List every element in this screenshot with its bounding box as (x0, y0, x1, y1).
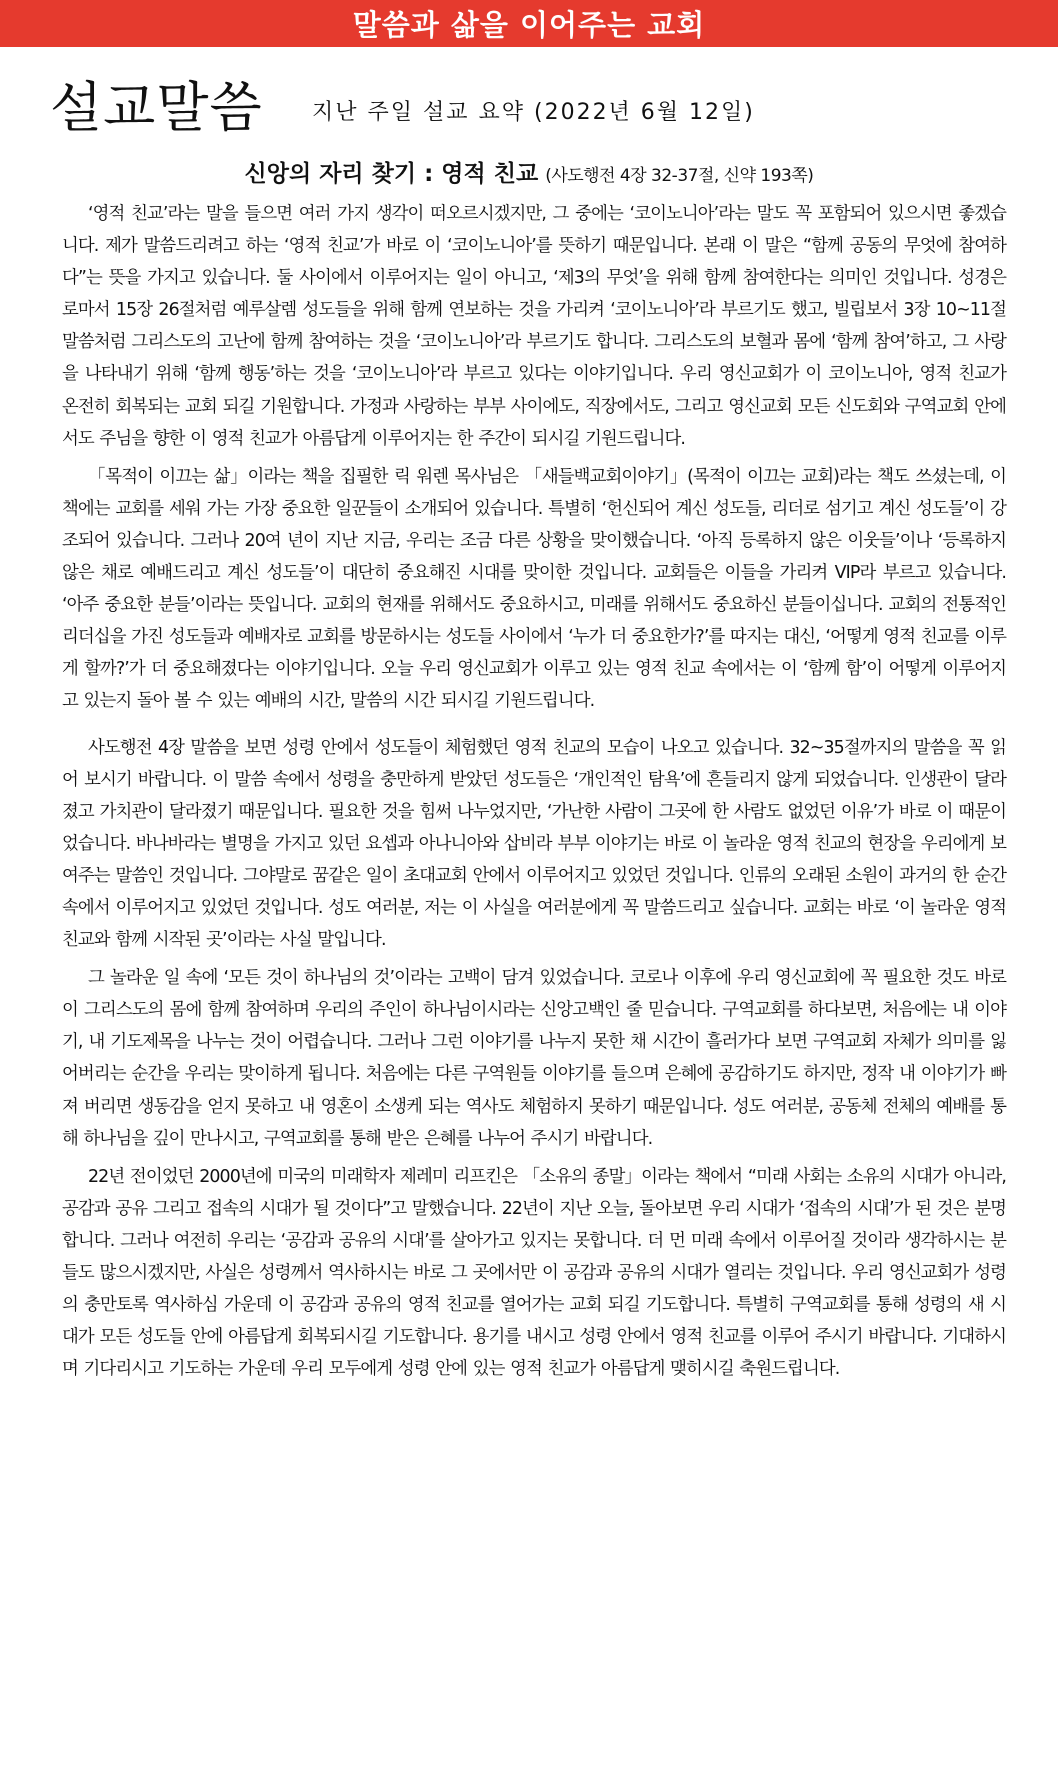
header-banner (0, 0, 1058, 47)
title-row (50, 76, 1010, 148)
sermon-body (62, 198, 1006, 1391)
paragraph-2: 「목적이 이끄는 삶」이라는 책을 집필한 릭 워렌 목사님은 「새들백교회이야기」(목적이 이끄는 교회)라는 책도 쓰셨는데, 이 책에는 교회를 세워 가는 가장 중요한 일꾼들이 소개되어 있습니다. 특별히 ‘헌신되어 계신 성도들, 리더로 섬기고 계신 성도들’이 강조되어 있습니다. 그러나 20여 년이 지난 지금, 우리는 조금 다른 상황을 맞이했습니다. ‘아직 등록하지 않은 이웃들’이나 ‘등록하지 않은 채로 예배드리고 계신 성도들’이 대단히 중요해진 시대를 맞이한 것입니다. 교회들은 이들을 가리켜 VIP라 부르고 있습니다. ‘아주 중요한 분들’이라는 뜻입니다. 교회의 현재를 위해서도 중요하시고, 미래를 위해서도 중요하신 분들이십니다. 교회의 전통적인 리더십을 가진 성도들과 예배자로 교회를 방문하시는 성도들 사이에서 ‘누가 더 중요한가?’를 따지는 대신, ‘어떻게 영적 친교를 이루게 할까?’가 더 중요해졌다는 이야기입니다. 오늘 우리 영신교회가 이루고 있는 영적 친교 속에서는 이 ‘함께 함’이 어떻게 이루어지고 있는지 돌아 볼 수 있는 예배의 시간, 말씀의 시간 되시길 기원드립니다. (62, 466, 1006, 712)
page-title: 설교말씀 (50, 76, 263, 139)
paragraph-4: 그 놀라운 일 속에 ‘모든 것이 하나님의 것’이라는 고백이 담겨 있었습니다. 코로나 이후에 우리 영신교회에 꼭 필요한 것도 바로 이 그리스도의 몸에 함께 참여하며 우리의 주인이 하나님이시라는 신앙고백인 줄 믿습니다. 구역교회를 하다보면, 처음에는 내 이야기, 내 기도제목을 나누는 것이 어렵습니다. 그러나 그런 이야기를 나누지 못한 채 시간이 흘러가다 보면 구역교회 자체가 의미를 잃어버리는 순간을 우리는 맞이하게 됩니다. 처음에는 다른 구역원들 이야기를 들으며 은혜에 공감하기도 하지만, 정작 내 이야기가 빠져 버리면 생동감을 얻지 못하고 내 영혼이 소생케 되는 역사도 체험하지 못하기 때문입니다. 성도 여러분, 공동체 전체의 예배를 통해 하나님을 깊이 만나시고, 구역교회를 통해 받은 은혜를 나누어 주시기 바랍니다. (62, 968, 1006, 1149)
sermon-reference: (사도행전 4장 32-37절, 신약 193쪽) (545, 166, 814, 186)
paragraph-1: ‘영적 친교’라는 말을 들으면 여러 가지 생각이 떠오르시겠지만, 그 중에는 ‘코이노니아’라는 말도 꼭 포함되어 있으시면 좋겠습니다. 제가 말씀드리려고 하는 ‘영적 친교’가 바로 이 ‘코이노니아’를 뜻하기 때문입니다. 본래 이 말은 “함께 공동의 무엇에 참여하다”는 뜻을 가지고 있습니다. 둘 사이에서 이루어지는 일이 아니고, ‘제3의 무엇’을 위해 함께 참여한다는 의미인 것입니다. 성경은 로마서 15장 26절처럼 예루살렘 성도들을 위해 함께 연보하는 것을 가리켜 ‘코이노니아’라 부르기도 했고, 빌립보서 3장 10~11절 말씀처럼 그리스도의 고난에 함께 참여하는 것을 ‘코이노니아’라 부르기도 합니다. 그리스도의 보혈과 몸에 ‘함께 참여’하고, 그 사랑을 나타내기 위해 ‘함께 행동’하는 것을 ‘코이노니아’라 부르고 있다는 이야기입니다. 우리 영신교회가 이 코이노니아, 영적 친교가 온전히 회복되는 교회 되길 기원합니다. 가정과 사랑하는 부부 사이에도, 직장에서도, 그리고 영신교회 모든 신도회와 구역교회 안에서도 주님을 향한 이 영적 친교가 아름답게 이루어지는 한 주간이 되시길 기원드립니다. (62, 204, 1006, 449)
sermon-heading (0, 158, 1058, 192)
banner-text: 말씀과 삶을 이어주는 교회 (352, 8, 706, 42)
paragraph-5: 22년 전이었던 2000년에 미국의 미래학자 제레미 리프킨은 「소유의 종말」이라는 책에서 “미래 사회는 소유의 시대가 아니라, 공감과 공유 그리고 접속의 시대가 될 것이다”고 말했습니다. 22년이 지난 오늘, 돌아보면 우리 시대가 ‘접속의 시대’가 된 것은 분명합니다. 그러나 여전히 우리는 ‘공감과 공유의 시대’를 살아가고 있지는 못합니다. 더 먼 미래 속에서 이루어질 것이라 생각하시는 분들도 많으시겠지만, 사실은 성령께서 역사하시는 바로 그 곳에서만 이 공감과 공유의 시대가 열리는 것입니다. 우리 영신교회가 성령의 충만토록 역사하심 가운데 이 공감과 공유의 영적 친교를 열어가는 교회 되길 기도합니다. 특별히 구역교회를 통해 성령의 새 시대가 모든 성도들 안에 아름답게 회복되시길 기도합니다. 용기를 내시고 성령 안에서 영적 친교를 이루어 주시기 바랍니다. 기대하시며 기다리시고 기도하는 가운데 우리 모두에게 성령 안에 있는 영적 친교가 아름답게 맺히시길 축원드립니다. (62, 1166, 1006, 1380)
page-subtitle: 지난 주일 설교 요약 (2022년 6월 12일) (312, 100, 755, 125)
paragraph-3: 사도행전 4장 말씀을 보면 성령 안에서 성도들이 체험했던 영적 친교의 모습이 나오고 있습니다. 32~35절까지의 말씀을 꼭 읽어 보시기 바랍니다. 이 말씀 속에서 성령을 충만하게 받았던 성도들은 ‘개인적인 탐욕’에 흔들리지 않게 되었습니다. 인생관이 달라졌고 가치관이 달라졌기 때문입니다. 필요한 것을 힘써 나누었지만, ‘가난한 사람이 그곳에 한 사람도 없었던 이유’가 바로 이 때문이었습니다. 바나바라는 별명을 가지고 있던 요셉과 아나니아와 삽비라 부부 이야기는 바로 이 놀라운 영적 친교의 현장을 우리에게 보여주는 말씀인 것입니다. 그야말로 꿈같은 일이 초대교회 안에서 이루어지고 있었던 것입니다. 인류의 오래된 소원이 과거의 한 순간 속에서 이루어지고 있었던 것입니다. 성도 여러분, 저는 이 사실을 여러분에게 꼭 말씀드리고 싶습니다. 교회는 바로 ‘이 놀라운 영적 친교와 함께 시작된 곳’이라는 사실 말입니다. (62, 737, 1006, 951)
sermon-title: 신앙의 자리 찾기 : 영적 친교 (244, 161, 539, 187)
